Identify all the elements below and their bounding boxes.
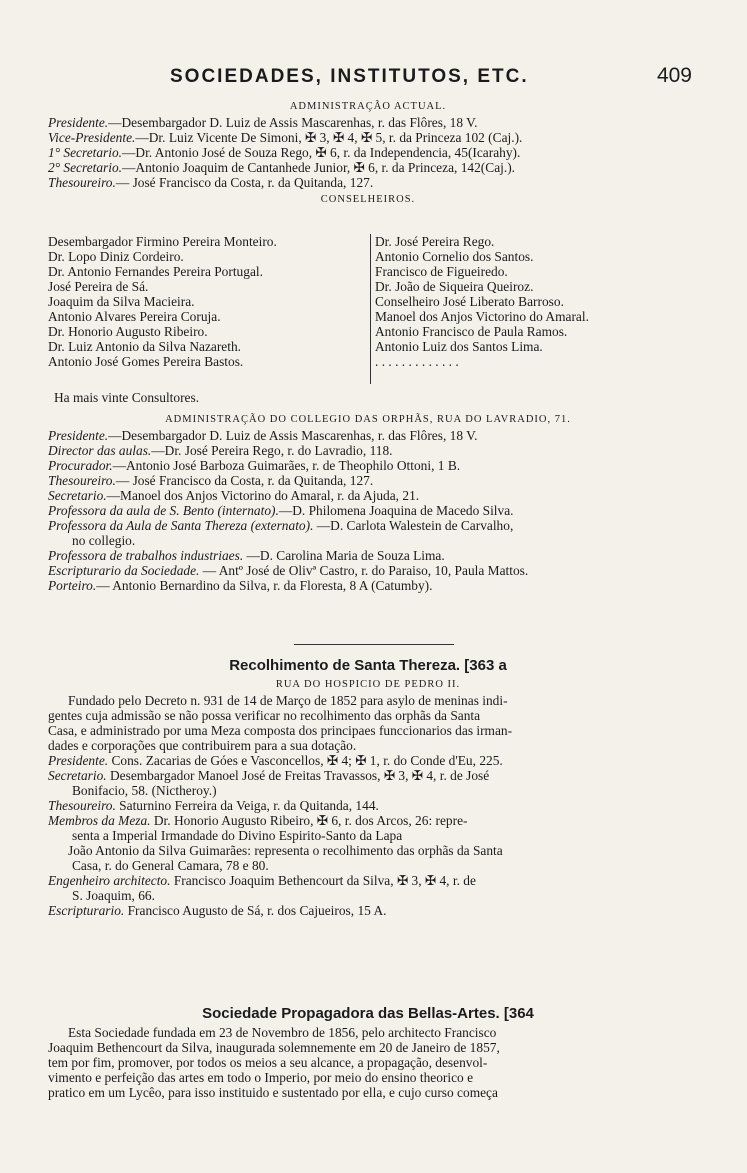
conselheiro-left-item: Dr. Lopo Diniz Cordeiro. [48,249,184,264]
admin-line-role: Vice-Presidente. [48,130,136,145]
conselheiro-left-item: Desembargador Firmino Pereira Monteiro. [48,234,277,249]
conselheiros-list [48,234,688,410]
page-number: 409 [656,64,692,87]
bellas-artes-title: Sociedade Propagadora das Bellas-Artes. [364 [202,1005,534,1022]
conselheiro-right-item: Francisco de Figueiredo. [375,264,508,279]
collegio-line [48,443,688,458]
collegio-line [48,563,688,578]
admin-line [48,175,688,190]
section-divider [294,644,454,645]
recolhimento-line [48,903,688,918]
recolhimento-line [48,843,688,858]
collegio-caption: ADMINISTRAÇÃO DO COLLEGIO DAS ORPHÃS, RUA DO LAVRADIO, 71. [165,414,571,425]
recolhimento-line-role: Escripturario. [48,903,125,918]
conselheiro-left-item: Dr. Antonio Fernandes Pereira Portugal. [48,264,263,279]
conselheiro-left-item: Joaquim da Silva Macieira. [48,294,195,309]
admin-line [48,160,688,175]
recolhimento-line-role: Thesoureiro. [48,798,116,813]
recolhimento-line [48,798,688,813]
recolhimento-line [48,783,688,798]
admin-line-text: — José Francisco da Costa, r. da Quitanda, 127. [115,175,374,190]
collegio-line-role: Thesoureiro. [48,473,116,488]
recolhimento-line-text: Saturnino Ferreira da Veiga, r. da Quitanda, 144. [115,798,379,813]
conselheiro-left-item: Antonio Alvares Pereira Coruja. [48,309,221,324]
collegio-line-text: —Desembargador D. Luiz de Assis Mascarenhas, r. das Flôres, 18 V. [108,428,478,443]
recolhimento-line [48,768,688,783]
collegio-line-text: —D. Carlota Walestein de Carvalho, [313,518,514,533]
collegio-line [48,488,688,503]
recolhimento-section [48,655,688,918]
collegio-line [48,518,688,533]
conselheiro-right-item: Antonio Francisco de Paula Ramos. [375,324,568,339]
running-title: SOCIEDADES, INSTITUTOS, ETC. [170,66,529,87]
admin-line-role: 1° Secretario. [48,145,123,160]
collegio-section [48,412,688,593]
recolhimento-line [48,753,688,768]
recolhimento-line [48,828,688,843]
recolhimento-line-text: Francisco Augusto de Sá, r. dos Cajueiros, 15 A. [124,903,387,918]
admin-line-role: 2° Secretario. [48,160,123,175]
bellas-artes-paragraph [48,1025,688,1100]
collegio-line [48,428,688,443]
conselheiro-right-item: Antonio Cornelio dos Santos. [375,249,534,264]
recolhimento-line-text: Cons. Zacarias de Góes e Vasconcellos, ✠ 4; ✠ 1, r. do Conde d'Eu, 225. [108,753,503,768]
admin-line-role: Presidente. [48,115,109,130]
recolhimento-caption: RUA DO HOSPICIO DE PEDRO II. [275,679,461,690]
admin-lines [48,115,688,190]
conselheiro-right-item: . . . . . . . . . . . . . [375,354,459,369]
admin-section [48,99,688,208]
conselheiro-left-item: Dr. Luiz Antonio da Silva Nazareth. [48,339,241,354]
collegio-line [48,533,688,548]
collegio-line [48,458,688,473]
admin-line-text: —Desembargador D. Luiz de Assis Mascarenhas, r. das Flôres, 18 V. [108,115,478,130]
bellas-artes-paragraph-line: Joaquim Bethencourt da Silva, inaugurada solemnemente em 20 de Janeiro de 1857, [48,1040,500,1055]
conselheiro-right-item: Dr. João de Siqueira Queiroz. [375,279,534,294]
recolhimento-paragraph-line: Casa, e administrado por uma Meza composta dos principaes funccionarios das irman- [48,723,513,738]
bellas-artes-paragraph-line: tem por fim, promover, por todos os meios a seu alcance, a propagação, desenvol- [48,1055,488,1070]
admin-line [48,115,688,130]
recolhimento-line [48,813,688,828]
recolhimento-line-text: Casa, r. do General Camara, 78 e 80. [72,858,269,873]
recolhimento-paragraph-line: gentes cuja admissão se não possa verificar no recolhimento das orphãs da Santa [48,708,481,723]
recolhimento-line-text: Dr. Honorio Augusto Ribeiro, ✠ 6, r. dos Arcos, 26: repre- [150,813,468,828]
conselheiro-left-item: José Pereira de Sá. [48,279,149,294]
recolhimento-line-text: Desembargador Manoel José de Freitas Travassos, ✠ 3, ✠ 4, r. de José [106,768,490,783]
recolhimento-line-role: Membros da Meza. [48,813,151,828]
collegio-line-role: Presidente. [48,428,109,443]
bellas-artes-paragraph-line: pratico em um Lycêo, para isso instituido e sustentado por ella, e cujo curso começa [48,1085,498,1100]
recolhimento-title: Recolhimento de Santa Thereza. [363 a [229,657,507,674]
collegio-line-role: Professora de trabalhos industriaes. [48,548,244,563]
admin-line [48,130,688,145]
recolhimento-paragraph-line: dades e corporações que contribuirem para a sua dotação. [48,738,357,753]
collegio-line-text: —Dr. José Pereira Rego, r. do Lavradio, 118. [151,443,393,458]
collegio-line-text: — Antonio Bernardino da Silva, r. da Floresta, 8 A (Catumby). [96,578,433,593]
collegio-line-role: Professora da aula de S. Bento (internato). [48,503,279,518]
recolhimento-line-text: S. Joaquim, 66. [72,888,155,903]
bellas-artes-paragraph-line: vimento e perfeição das artes em todo o Imperio, por meio do ensino theorico e [48,1070,474,1085]
recolhimento-line-text: Bonifacio, 58. (Nictheroy.) [72,783,217,798]
recolhimento-paragraph [48,693,688,753]
collegio-line-role: Porteiro. [48,578,97,593]
collegio-line-text: —Manoel dos Anjos Victorino do Amaral, r. da Ajuda, 21. [106,488,420,503]
recolhimento-line-text: senta a Imperial Irmandade do Divino Espirito-Santo da Lapa [72,828,403,843]
recolhimento-paragraph-line: Fundado pelo Decreto n. 931 de 14 de Março de 1852 para asylo de meninas indi- [68,693,508,708]
collegio-line [48,548,688,563]
collegio-line-text: — José Francisco da Costa, r. da Quitanda, 127. [115,473,374,488]
collegio-line-text: — Antº José de Olivª Castro, r. do Paraiso, 10, Paula Mattos. [199,563,529,578]
page-header [60,66,692,92]
collegio-line [48,578,688,593]
admin-line [48,145,688,160]
conselheiros-caption: CONSELHEIROS. [320,194,416,205]
recolhimento-line-text: Francisco Joaquim Bethencourt da Silva, ✠ 3, ✠ 4, r. de [170,873,476,888]
collegio-line [48,473,688,488]
conselheiro-right-item: Dr. José Pereira Rego. [375,234,495,249]
collegio-line-text: —D. Carolina Maria de Souza Lima. [243,548,445,563]
recolhimento-line-role: Secretario. [48,768,107,783]
admin-line-role: Thesoureiro. [48,175,116,190]
collegio-line-role: Escripturario da Sociedade. [48,563,200,578]
conselheiro-right-item: Manoel dos Anjos Victorino do Amaral. [375,309,589,324]
admin-caption: ADMINISTRAÇÃO ACTUAL. [289,101,447,112]
recolhimento-line-role: Presidente. [48,753,109,768]
recolhimento-line [48,873,688,888]
bellas-artes-section [48,1003,688,1100]
collegio-line [48,503,688,518]
collegio-line-role: Secretario. [48,488,107,503]
conselheiro-right-item: Antonio Luiz dos Santos Lima. [375,339,543,354]
conselheiros-left-column [48,234,363,369]
conselheiro-right-item: Conselheiro José Liberato Barroso. [375,294,564,309]
collegio-line-text: —Antonio José Barboza Guimarães, r. de Theophilo Ottoni, 1 B. [112,458,461,473]
collegio-line-role: Professora da Aula de Santa Thereza (externato). [48,518,314,533]
collegio-lines [48,428,688,593]
recolhimento-line [48,888,688,903]
collegio-line-role: Procurador. [48,458,113,473]
conselheiro-left-item: Dr. Honorio Augusto Ribeiro. [48,324,208,339]
collegio-line-role: Director das aulas. [48,443,152,458]
conselheiro-left-item: Antonio José Gomes Pereira Bastos. [48,354,244,369]
collegio-line-text: —D. Philomena Joaquina de Macedo Silva. [278,503,514,518]
admin-line-text: —Dr. Luiz Vicente De Simoni, ✠ 3, ✠ 4, ✠ 5, r. da Princeza 102 (Caj.). [135,130,523,145]
recolhimento-lines [48,753,688,918]
conselheiros-footer: Ha mais vinte Consultores. [54,390,200,405]
recolhimento-line-role: Engenheiro architecto. [48,873,171,888]
admin-line-text: —Dr. Antonio José de Souza Rego, ✠ 6, r. da Independencia, 45(Icarahy). [122,145,521,160]
recolhimento-line-text: João Antonio da Silva Guimarães: representa o recolhimento das orphãs da Santa [68,843,503,858]
collegio-line-text: no collegio. [72,533,136,548]
recolhimento-line [48,858,688,873]
conselheiros-right-column [370,234,695,384]
admin-line-text: —Antonio Joaquim de Cantanhede Junior, ✠ 6, r. da Princeza, 142(Caj.). [122,160,516,175]
bellas-artes-paragraph-line: Esta Sociedade fundada em 23 de Novembro de 1856, pelo architecto Francisco [68,1025,497,1040]
